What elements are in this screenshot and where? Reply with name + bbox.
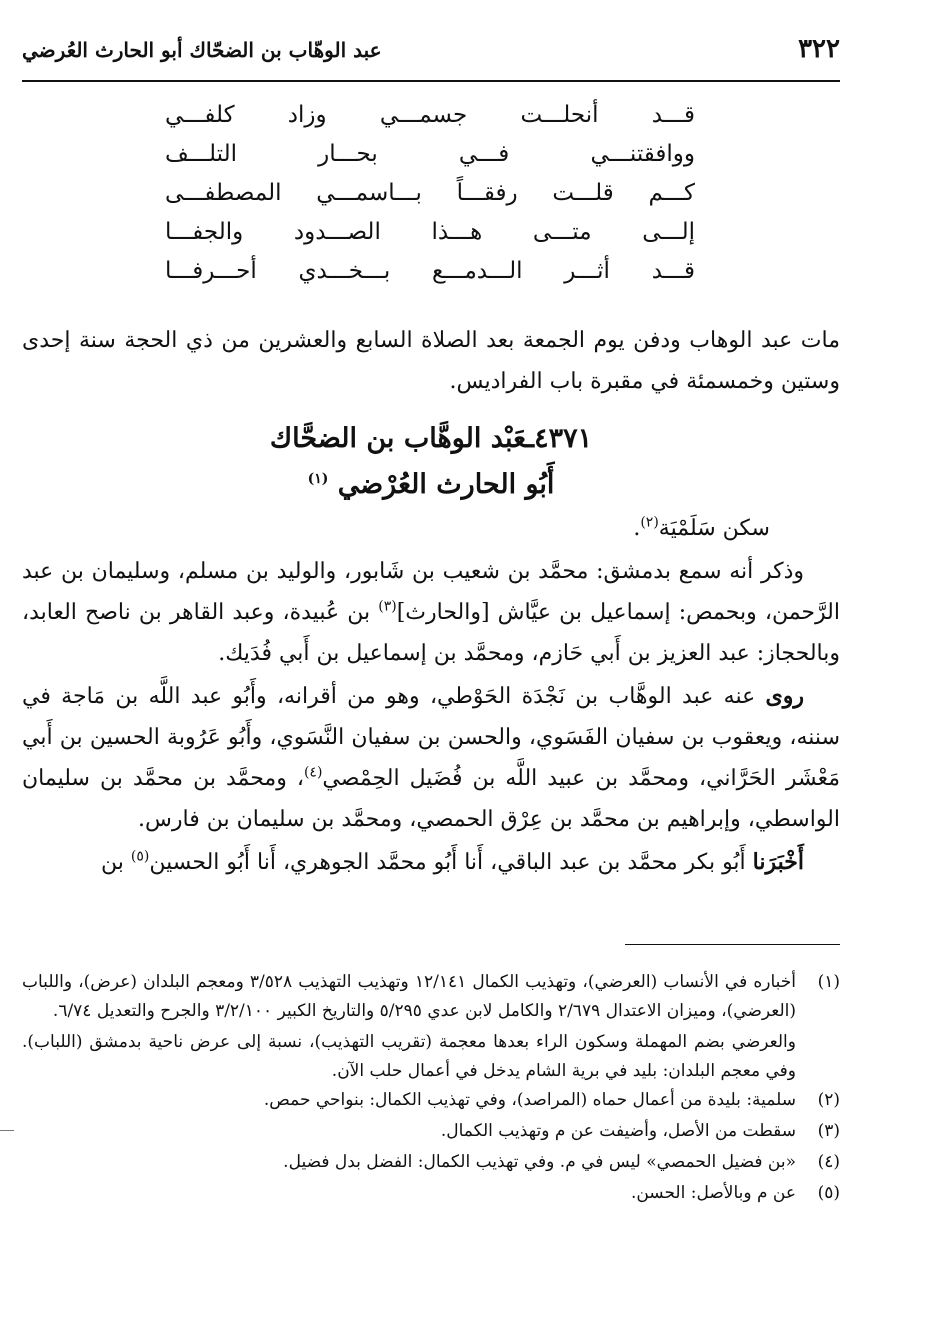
poem-line: قـــد أنحلـــت جسمـــي وزاد كلفـــي	[165, 102, 695, 128]
entry-kunya: أَبُو الحارث العُرْضي	[337, 469, 555, 500]
lead-word: أَخْبَرَنا	[752, 849, 804, 875]
footnote-number: (٥)	[817, 1183, 840, 1203]
paragraph-isnad	[22, 842, 840, 883]
paragraph-text: بن	[101, 850, 131, 875]
intro-paragraph: مات عبد الوهاب ودفن يوم الجمعة بعد الصلاة السابع والعشرين من ذي الحجة سنة إحدى وستين وخمسمئة في مقبرة باب الفراديس.	[22, 328, 840, 394]
footnotes	[22, 968, 840, 1210]
margin-mark	[0, 1130, 14, 1131]
paragraph-text: بن عُبيدة، وعبد القاهر بن ناصح العابد، وبالحجاز: عبد العزيز بن أَبي حَازم، ومحمَّد بن إسماعيل بن أَبي فُدَيك.	[22, 600, 840, 666]
entry-heading	[22, 416, 840, 508]
poem-line: إلـــى متـــى هـــذا الصـــدود والجفـــا	[165, 219, 695, 245]
entry-kunya-line	[22, 462, 840, 508]
paragraph-teachers	[22, 551, 840, 674]
footnote	[22, 1117, 840, 1146]
footnote-text: أخباره في الأنساب (العرضي)، وتهذيب الكمال ١٢/١٤١ وتهذيب التهذيب ٣/٥٢٨ ومعجم البلدان (عرض)، واللباب (العرضي)، وميزان الاعتدال ٢/٦٧٩ والكامل لابن عدي ٥/٢٩٥ والتاريخ الكبير ٣/٢/١٠٠ والجرح والتعديل ٦/٧٤.	[22, 972, 796, 1021]
poem-line: قـــد أثـــر الـــدمـــع بـــخـــدي أحـــرفـــا	[165, 258, 695, 284]
entry-name: عَبْد الوهَّاب بن الضحَّاك	[269, 423, 527, 454]
page-number: ٣٢٢	[798, 34, 840, 64]
main-text	[22, 508, 840, 885]
footnote	[22, 1148, 840, 1177]
footnote-text: سقطت من الأصل، وأضيفت عن م وتهذيب الكمال.	[440, 1121, 796, 1141]
footnote-continuation: والعرضي بضم المهملة وسكون الراء بعدها معجمة (تقريب التهذيب)، نسبة إلى عرض ناحية بدمشق (اللباب). وفي معجم البلدان: بليد في برية الشام يدخل في أعمال حلب الآن.	[22, 1032, 796, 1081]
paragraph-text: عنه عبد الوهَّاب بن نَجْدَة الحَوْطي، وهو من أقرانه، وأَبُو عبد اللَّه بن مَاجة في سننه، ويعقوب بن سفيان الفَسَوي، والحسن بن سفيان النَّسَوي، وأَبُو عَرُوبة الحسين بن أَبي مَعْشَر الحَرَّاني، ومحمَّد بن عبيد اللَّه بن فُضَيل الحِمْصي	[22, 684, 840, 791]
entry-title-line	[22, 416, 840, 462]
footnote-ref: (٥)	[130, 848, 150, 865]
paragraph-text: أَبُو بكر محمَّد بن عبد الباقي، أَنا أَبُو محمَّد الجوهري، أَنا أَبُو الحسين	[149, 850, 753, 875]
footnote-text: سلمية: بليدة من أعمال حماه (المراصد)، وفي تهذيب الكمال: بنواحي حمص.	[263, 1090, 796, 1110]
footnote	[22, 1179, 840, 1208]
footnote	[22, 968, 840, 1026]
paragraph-text: ، ومحمَّد بن محمَّد بن سليمان الواسطي، وإبراهيم بن محمَّد بن عِرْق الحمصي، ومحمَّد بن سليمان بن فارس.	[22, 766, 840, 832]
footnote-number: (١)	[817, 972, 840, 992]
footnote	[22, 1086, 840, 1115]
footnote-text: «بن فضيل الحمصي» ليس في م. وفي تهذيب الكمال: الفضل بدل فضيل.	[283, 1152, 796, 1172]
entry-number: ٤٣٧١	[534, 423, 593, 454]
footnote-number: (٤)	[817, 1152, 840, 1172]
paragraph-text: سكن سَلَمْيَة	[658, 516, 770, 541]
footnote-ref: (٢)	[640, 514, 659, 531]
page-header	[22, 30, 840, 74]
paragraph-text: وذكر أنه سمع بدمشق: محمَّد بن شعيب بن شَابور، والوليد بن مسلم، وسليمان بن عبد الرَّحمن، وبحمص: إسماعيل بن عيَّاش [والحارث]	[22, 559, 840, 625]
footnote-ref: (٤)	[303, 764, 323, 781]
poem	[165, 96, 695, 291]
poem-line: ووافقتنـــي فـــي بحـــار التلـــف	[165, 141, 695, 167]
paragraph-students	[22, 676, 840, 840]
footnote-ref: (١)	[307, 471, 329, 487]
running-title: عبد الوهّاب بن الضحّاك أبو الحارث العُرضي	[22, 38, 382, 62]
lead-word: روى	[765, 683, 804, 709]
poem-line: كـــم قلـــت رفقـــاً بـــاسمـــي المصطفـــى	[165, 180, 695, 206]
footnote-rule	[625, 944, 840, 945]
footnote-number: (٣)	[817, 1121, 840, 1141]
entry-separator: ـ	[526, 423, 535, 454]
footnote-ref: (٣)	[378, 598, 397, 615]
paragraph-end: .	[633, 516, 641, 541]
footnote-number: (٢)	[817, 1090, 840, 1110]
footnote-text: عن م وبالأصل: الحسن.	[630, 1183, 796, 1203]
header-rule	[22, 80, 840, 82]
paragraph-residence	[22, 508, 840, 549]
